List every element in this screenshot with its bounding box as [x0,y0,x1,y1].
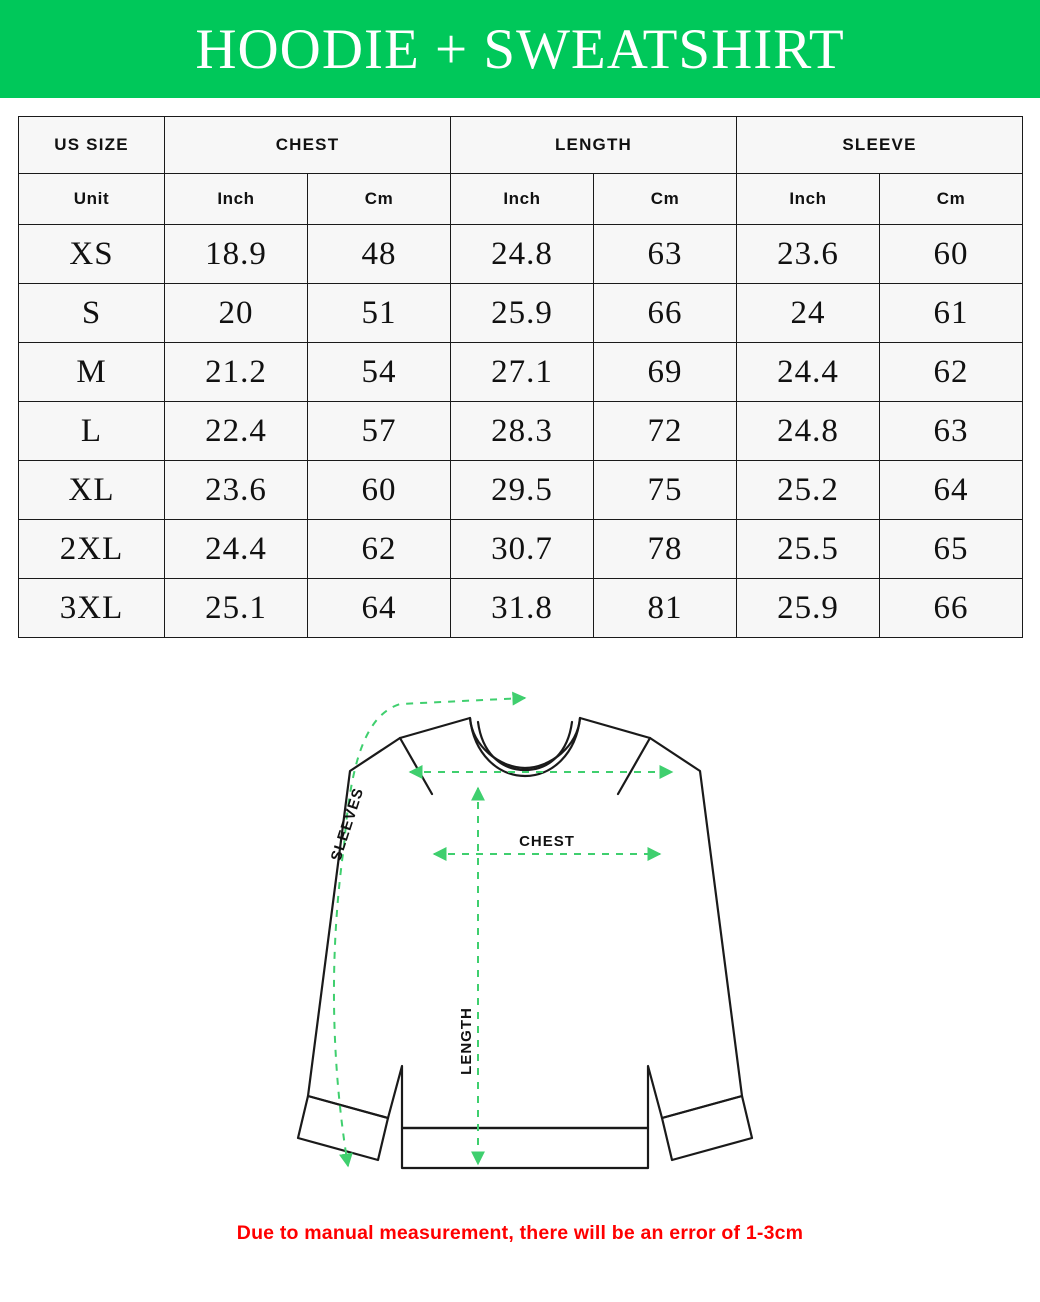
table-row [19,402,1023,461]
cell-length-cm: 75 [594,461,737,520]
cell-chest-cm: 54 [308,343,451,402]
table-row [19,284,1023,343]
header-us-size: US SIZE [19,117,165,174]
cell-sleeve-cm: 61 [880,284,1023,343]
cell-sleeve-cm: 60 [880,225,1023,284]
cell-sleeve-cm: 63 [880,402,1023,461]
table-row [19,579,1023,638]
header-sleeve-inch: Inch [737,174,880,225]
label-sleeves: SLEEVES [327,785,368,864]
measurement-arrows [334,698,672,1166]
cell-length-cm: 69 [594,343,737,402]
table-row [19,520,1023,579]
header-length-cm: Cm [594,174,737,225]
cell-length-inch: 25.9 [451,284,594,343]
cell-chest-cm: 62 [308,520,451,579]
cell-length-inch: 24.8 [451,225,594,284]
header-chest-cm: Cm [308,174,451,225]
cell-chest-cm: 48 [308,225,451,284]
cell-size: 2XL [19,520,165,579]
cell-sleeve-inch: 24 [737,284,880,343]
cell-sleeve-inch: 25.2 [737,461,880,520]
cell-size: XL [19,461,165,520]
header-length-inch: Inch [451,174,594,225]
page-title: HOODIE + SWEATSHIRT [195,17,845,81]
measurement-diagram [0,676,1040,1216]
cell-size: S [19,284,165,343]
cell-length-cm: 78 [594,520,737,579]
cell-sleeve-inch: 25.5 [737,520,880,579]
header-chest: CHEST [165,117,451,174]
sweatshirt-outline [298,718,752,1168]
cell-length-cm: 63 [594,225,737,284]
cell-chest-inch: 18.9 [165,225,308,284]
cell-size: XS [19,225,165,284]
header-sleeve: SLEEVE [737,117,1023,174]
cell-sleeve-cm: 64 [880,461,1023,520]
table-group-header-row [19,117,1023,174]
cell-chest-cm: 64 [308,579,451,638]
header-unit: Unit [19,174,165,225]
label-length: LENGTH [458,1007,475,1075]
table-unit-header-row [19,174,1023,225]
cell-length-inch: 30.7 [451,520,594,579]
cell-chest-cm: 60 [308,461,451,520]
cell-sleeve-inch: 24.8 [737,402,880,461]
label-chest: CHEST [519,833,575,850]
cell-sleeve-cm: 62 [880,343,1023,402]
cell-chest-inch: 22.4 [165,402,308,461]
cell-length-cm: 81 [594,579,737,638]
header-chest-inch: Inch [165,174,308,225]
cell-length-inch: 28.3 [451,402,594,461]
cell-chest-cm: 57 [308,402,451,461]
measurement-disclaimer: Due to manual measurement, there will be an error of 1-3cm [236,1222,804,1244]
size-chart-table [18,116,1023,638]
header-banner [0,0,1040,98]
cell-size: 3XL [19,579,165,638]
cell-chest-inch: 24.4 [165,520,308,579]
cell-sleeve-cm: 66 [880,579,1023,638]
cell-size: M [19,343,165,402]
header-length: LENGTH [451,117,737,174]
cell-sleeve-inch: 25.9 [737,579,880,638]
table-row [19,225,1023,284]
cell-sleeve-inch: 23.6 [737,225,880,284]
cell-chest-inch: 25.1 [165,579,308,638]
cell-chest-inch: 21.2 [165,343,308,402]
cell-size: L [19,402,165,461]
cell-chest-cm: 51 [308,284,451,343]
cell-chest-inch: 20 [165,284,308,343]
cell-sleeve-cm: 65 [880,520,1023,579]
cell-chest-inch: 23.6 [165,461,308,520]
table-row [19,343,1023,402]
cell-length-inch: 27.1 [451,343,594,402]
table-row [19,461,1023,520]
cell-length-inch: 29.5 [451,461,594,520]
cell-length-cm: 66 [594,284,737,343]
cell-length-inch: 31.8 [451,579,594,638]
cell-length-cm: 72 [594,402,737,461]
header-sleeve-cm: Cm [880,174,1023,225]
size-table-container [0,98,1040,638]
cell-sleeve-inch: 24.4 [737,343,880,402]
